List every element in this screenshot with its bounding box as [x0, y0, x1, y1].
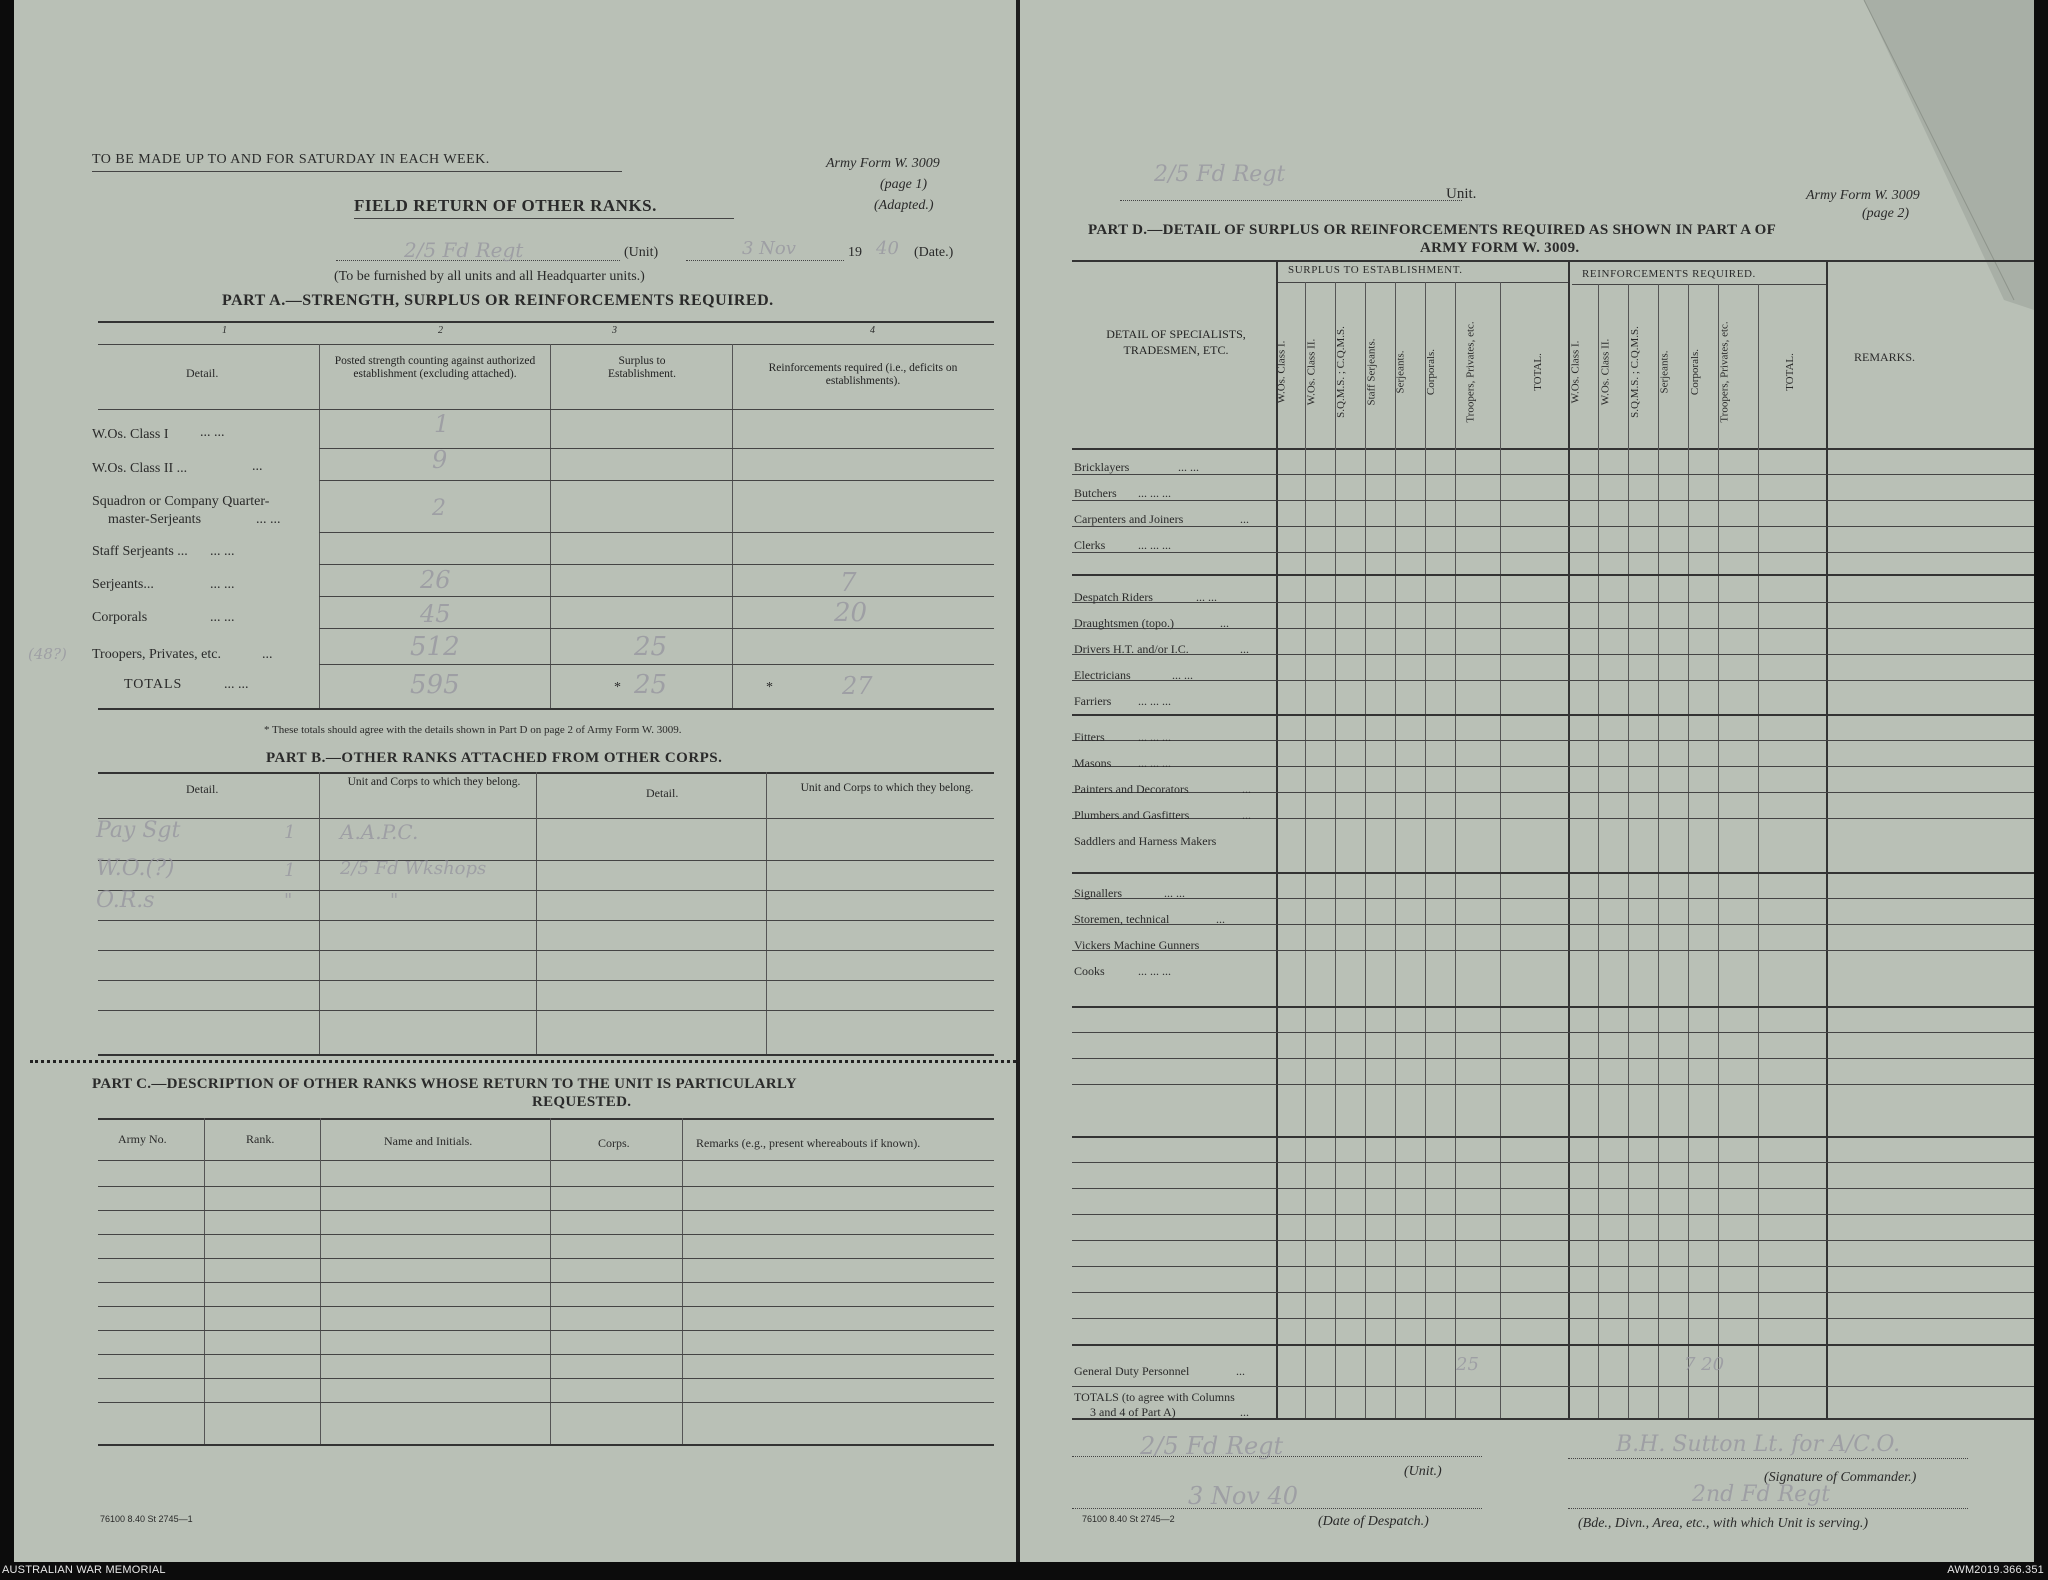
- grid-group-rule: [1072, 714, 2034, 716]
- surplus-troopers: 25: [634, 632, 668, 662]
- adapted-label: (Adapted.): [874, 198, 934, 213]
- trade-dots: ...: [1242, 808, 1251, 822]
- part-c-row-line: [98, 1234, 994, 1235]
- part-a-row-line: [319, 532, 994, 533]
- col-header-text: TOTAL.: [1784, 353, 1796, 391]
- row-dots: ...: [262, 647, 273, 662]
- despatch-hand: 3 Nov 40: [1188, 1482, 1299, 1510]
- part-a-header-detail: Detail.: [186, 366, 219, 380]
- date-label: (Date.): [914, 245, 954, 260]
- trade-plumbers: Plumbers and Gasfitters: [1074, 808, 1190, 822]
- row-wos-class-2: [92, 459, 263, 477]
- posted-corporals: 45: [420, 600, 451, 628]
- part-c-header-name: Name and Initials.: [384, 1134, 473, 1148]
- part-b-hand-detail: W.O.(?): [96, 856, 175, 881]
- part-b-hand-qty: ": [284, 890, 293, 911]
- part-c-title2: REQUESTED.: [532, 1094, 632, 1110]
- grid-row-line: [1072, 654, 2034, 655]
- trade-dots: ... ... ...: [1138, 964, 1171, 978]
- part-a-row-line: [319, 480, 994, 481]
- row-dots: ... ...: [200, 425, 225, 440]
- despatch-label: (Date of Despatch.): [1318, 1514, 1429, 1529]
- row-sqms-label: Squadron or Company Quarter-: [92, 494, 270, 509]
- part-c-row-line: [98, 1378, 994, 1379]
- col-num-1: 1: [222, 325, 227, 336]
- col-num-4: 4: [870, 325, 875, 336]
- grid-row-line: [1072, 1084, 2034, 1085]
- part-c-row-line: [98, 1210, 994, 1211]
- part-a-row-line: [319, 628, 994, 629]
- grid-group-rule: [1072, 1344, 2034, 1346]
- part-b-hand-qty: 1: [284, 822, 296, 843]
- trade-clerks: Clerks: [1074, 538, 1106, 552]
- part-b-hand-detail: Pay Sgt: [96, 818, 181, 843]
- part-b-hand-unit: 2/5 Fd Wkshops: [340, 858, 487, 879]
- total-reinf-star: *: [766, 680, 773, 695]
- print-code: 76100 8.40 St 2745—2: [1082, 1514, 1175, 1524]
- surplus-col-header: [1530, 302, 1546, 442]
- trade-dots: ... ... ...: [1138, 730, 1171, 744]
- sig-unit-label: (Unit.): [1404, 1464, 1442, 1479]
- grid-row-line: [1072, 1292, 2034, 1293]
- detail-header-line1: DETAIL OF SPECIALISTS,: [1106, 327, 1246, 341]
- reinf-col-header: [1657, 302, 1673, 442]
- form-page-1: [14, 0, 1016, 1562]
- part-b-col-line: [319, 772, 320, 1054]
- reinf-col-header: [1627, 302, 1643, 442]
- sig-commander-line: [1568, 1458, 1968, 1459]
- part-a-row-line: [319, 664, 994, 665]
- trade-carpenters: Carpenters and Joiners: [1074, 512, 1184, 526]
- grid-bottom-rule: [1072, 1418, 2034, 1420]
- part-a-row-line: [319, 596, 994, 597]
- trade-dots: ... ... ...: [1138, 538, 1171, 552]
- row-troopers: Troopers, Privates, etc.: [92, 647, 221, 662]
- trade-draughtsmen: Draughtsmen (topo.): [1074, 616, 1174, 630]
- detail-header-line2: TRADESMEN, ETC.: [1123, 343, 1229, 357]
- part-c-title: PART C.—DESCRIPTION OF OTHER RANKS WHOSE RETURN TO THE UNIT IS PARTICULARLY: [92, 1076, 797, 1092]
- form-page-2: [1020, 0, 2034, 1562]
- trade-dots: ...: [1236, 1364, 1245, 1378]
- part-c-row-line: [98, 1258, 994, 1259]
- row-staff-serjeants: Staff Serjeants ...: [92, 544, 188, 559]
- grid-row-line: [1072, 526, 2034, 527]
- part-a-row-line: [319, 448, 994, 449]
- col-header-text: Corporals.: [1425, 348, 1438, 396]
- part-b-row-line: [98, 860, 994, 861]
- grid-row-line: [1072, 792, 2034, 793]
- grid-row-line: [1072, 898, 2034, 899]
- part-c-top-rule: [98, 1118, 994, 1120]
- part-b-col-line: [536, 772, 537, 1054]
- surplus-group-rule: [1276, 282, 1568, 283]
- date-handwritten: 3 Nov: [742, 238, 796, 259]
- part-a-top-rule: [98, 321, 994, 323]
- credit-left: AUSTRALIAN WAR MEMORIAL: [2, 1564, 166, 1576]
- grid-row-line: [1072, 766, 2034, 767]
- trade-dots: ... ...: [1196, 590, 1217, 604]
- grid-row-line: [1072, 474, 2034, 475]
- part-a-header-posted: Posted strength counting against authorized establishment (excluding attached).: [334, 355, 536, 380]
- totals-label2: 3 and 4 of Part A): [1090, 1405, 1176, 1419]
- part-b-bottom-rule: [98, 1054, 994, 1056]
- posted-troopers: 512: [410, 632, 460, 662]
- col-header-text: Troopers, Privates, etc.: [1719, 321, 1731, 423]
- part-a-header-reinf: Reinforcements required (i.e., deficits on establishments).: [768, 362, 958, 387]
- row-dots: ... ...: [256, 512, 281, 527]
- despatch-line: [1072, 1508, 1482, 1509]
- grid-row-line: [1072, 1318, 2034, 1319]
- col-header-text: W.Os. Class II.: [1305, 338, 1318, 406]
- posted-serjeants: 26: [420, 566, 451, 594]
- trade-storemen: Storemen, technical: [1074, 912, 1170, 926]
- bde-line: [1568, 1508, 1968, 1509]
- row-wos-class-1: [92, 425, 225, 443]
- part-b-top-rule: [98, 772, 994, 774]
- instruction-underline: [92, 171, 622, 172]
- furnished-note: (To be furnished by all units and all Headquarter units.): [334, 269, 645, 284]
- trade-drivers: Drivers H.T. and/or I.C.: [1074, 642, 1189, 656]
- folded-corner: [1804, 0, 2034, 320]
- trade-dots: ... ... ...: [1138, 486, 1171, 500]
- reinf-group-header: REINFORCEMENTS REQUIRED.: [1582, 268, 1756, 280]
- reinf-serjeants: 7: [840, 568, 857, 598]
- trade-dots: ...: [1216, 912, 1225, 926]
- gd-reinf-hand: 7 20: [1684, 1354, 1725, 1375]
- reinf-col-header: [1597, 302, 1613, 442]
- col-header-text: Serjeants.: [1395, 350, 1408, 394]
- part-c-col-line: [550, 1118, 551, 1444]
- part-a-col-line: [319, 344, 320, 708]
- part-b-hand-qty: 1: [284, 860, 296, 881]
- part-b-hand-detail: O.R.s: [96, 888, 155, 913]
- part-b-row-line: [98, 980, 994, 981]
- grid-row-line: [1072, 950, 2034, 951]
- part-b-row-line: [98, 950, 994, 951]
- part-a-col-line: [732, 344, 733, 708]
- part-c-header-rank: Rank.: [246, 1132, 275, 1146]
- sig-commander-hand: B.H. Sutton Lt. for A/C.O.: [1616, 1432, 1901, 1457]
- part-b-hand-unit: ": [390, 890, 399, 911]
- part-b-row-line: [98, 920, 994, 921]
- reinf-corporals: 20: [834, 598, 868, 628]
- form-label: Army Form W. 3009: [1806, 188, 1920, 203]
- grid-group-rule: [1072, 872, 2034, 874]
- part-b-hand-unit: A.A.P.C.: [340, 820, 419, 844]
- col-num-2: 2: [438, 325, 443, 336]
- part-b-header-unit1: Unit and Corps to which they belong.: [347, 776, 521, 788]
- grid-row-line: [1072, 628, 2034, 629]
- unit-label: (Unit): [624, 245, 659, 260]
- grid-group-rule: [1072, 574, 2034, 576]
- row-dots: ...: [252, 459, 263, 474]
- trade-dots: ...: [1242, 782, 1251, 796]
- grid-row-line: [1072, 1032, 2034, 1033]
- margin-note: (48?): [28, 645, 67, 663]
- col-header-text: Serjeants.: [1659, 350, 1672, 394]
- col-header-text: W.Os. Class I.: [1569, 340, 1582, 404]
- print-code: 76100 8.40 St 2745—1: [100, 1514, 193, 1524]
- trade-dots: ...: [1240, 1405, 1249, 1419]
- top-instruction: TO BE MADE UP TO AND FOR SATURDAY IN EACH WEEK.: [92, 152, 490, 167]
- page-label: (page 1): [880, 177, 928, 192]
- surplus-col-header: [1463, 302, 1479, 442]
- part-b-header-detail1: Detail.: [186, 782, 219, 796]
- grid-group-rule: [1072, 1006, 2034, 1008]
- grid-row-line: [1072, 552, 2034, 553]
- trade-dots: ...: [1240, 512, 1249, 526]
- part-a-footnote: * These totals should agree with the details shown in Part D on page 2 of Army Form W. 3009.: [264, 724, 682, 736]
- year-prefix: 19: [848, 245, 862, 260]
- col-header-text: TOTAL.: [1532, 353, 1544, 391]
- col-num-3: 3: [612, 325, 617, 336]
- sig-commander-label: (Signature of Commander.): [1764, 1470, 1917, 1485]
- date-fill-line: [686, 260, 844, 261]
- part-a-title: PART A.—STRENGTH, SURPLUS OR REINFORCEMENTS REQUIRED.: [222, 292, 774, 309]
- part-a-number-rule: [98, 344, 994, 345]
- part-b-title: PART B.—OTHER RANKS ATTACHED FROM OTHER CORPS.: [266, 750, 723, 766]
- row-dots: ... ...: [224, 677, 249, 692]
- grid-group-rule: [1072, 1136, 2034, 1138]
- trade-masons: Masons: [1074, 756, 1112, 770]
- trade-despatch-riders: Despatch Riders: [1074, 590, 1153, 604]
- trade-dots: ... ... ...: [1138, 756, 1171, 770]
- part-d-title: PART D.—DETAIL OF SURPLUS OR REINFORCEMENTS REQUIRED AS SHOWN IN PART A OF: [1088, 222, 1777, 238]
- trade-fitters: Fitters: [1074, 730, 1105, 744]
- trade-farriers: Farriers: [1074, 694, 1112, 708]
- trade-dots: ... ...: [1178, 460, 1199, 474]
- col-header-text: Troopers, Privates, etc.: [1465, 321, 1477, 423]
- trade-cooks: Cooks: [1074, 964, 1105, 978]
- trade-saddlers: Saddlers and Harness Makers: [1074, 834, 1217, 848]
- grid-row-line: [1072, 1162, 2034, 1163]
- part-c-row-line: [98, 1186, 994, 1187]
- year-handwritten: 40: [876, 238, 899, 259]
- part-c-col-line: [682, 1118, 683, 1444]
- trade-butchers: Butchers: [1074, 486, 1117, 500]
- part-c-header-rule: [98, 1160, 994, 1161]
- reinf-col-header: [1782, 302, 1798, 442]
- part-a-header-rule: [98, 409, 994, 410]
- row-label: W.Os. Class II ...: [92, 461, 188, 476]
- trade-vickers: Vickers Machine Gunners: [1074, 938, 1200, 952]
- part-c-row-line: [98, 1282, 994, 1283]
- row-label: W.Os. Class I: [92, 427, 169, 442]
- form-title: FIELD RETURN OF OTHER RANKS.: [354, 196, 657, 215]
- trade-dots: ... ...: [1164, 886, 1185, 900]
- part-c-row-line: [98, 1402, 994, 1403]
- part-d-top-rule: [1072, 260, 2034, 262]
- part-b-header-rule: [98, 818, 994, 819]
- part-c-col-line: [320, 1118, 321, 1444]
- unit-label: Unit.: [1446, 186, 1477, 202]
- col-header-text: S.Q.M.S. ; C.Q.M.S.: [1629, 326, 1642, 418]
- grid-row-line: [1072, 1058, 2034, 1059]
- totals-label: TOTALS (to agree with Columns: [1074, 1390, 1235, 1404]
- part-a-bottom-rule: [98, 708, 994, 710]
- grid-row-line: [1072, 680, 2034, 681]
- title-underline: [354, 218, 734, 219]
- trade-dots: ...: [1240, 642, 1249, 656]
- col-header-text: Corporals.: [1689, 348, 1702, 396]
- general-duty-label: General Duty Personnel: [1074, 1364, 1190, 1378]
- grid-row-line: [1072, 1188, 2034, 1189]
- sig-unit-hand: 2/5 Fd Regt: [1140, 1432, 1284, 1460]
- unit-fill-line: [1120, 200, 1462, 201]
- part-c-row-line: [98, 1306, 994, 1307]
- part-c-bottom-rule: [98, 1444, 994, 1446]
- gd-surplus-hand: 25: [1456, 1354, 1479, 1375]
- unit-handwritten: 2/5 Fd Regt: [1154, 162, 1286, 187]
- row-dots: ... ...: [210, 544, 235, 559]
- bde-label: (Bde., Divn., Area, etc., with which Unit is serving.): [1578, 1516, 1869, 1531]
- part-b-row-line: [98, 890, 994, 891]
- total-posted: 595: [410, 670, 460, 700]
- reinf-col-header: [1717, 302, 1733, 442]
- part-c-header-army-no: Army No.: [118, 1132, 167, 1146]
- col-header-text: W.Os. Class II.: [1599, 338, 1612, 406]
- totals-label: TOTALS: [124, 677, 183, 692]
- part-b-col-line: [766, 772, 767, 1054]
- total-surplus: 25: [634, 670, 668, 700]
- row-corporals: Corporals: [92, 610, 148, 625]
- col-header-text: Staff Serjeants.: [1365, 338, 1378, 406]
- trade-electricians: Electricians: [1074, 668, 1131, 682]
- remarks-header: REMARKS.: [1854, 350, 1916, 364]
- posted-sqms: 2: [432, 496, 446, 521]
- reinf-col-header: [1687, 302, 1703, 442]
- trade-painters: Painters and Decorators: [1074, 782, 1189, 796]
- part-c-header-corps: Corps.: [598, 1136, 630, 1150]
- part-a-header-surplus: Surplus to Establishment.: [607, 355, 677, 380]
- row-dots: ... ...: [210, 577, 235, 592]
- part-b-row-line: [98, 1010, 994, 1011]
- grid-row-line: [1072, 1266, 2034, 1267]
- bde-hand: 2nd Fd Regt: [1692, 1482, 1831, 1507]
- part-a-row-line: [319, 564, 994, 565]
- part-c-row-line: [98, 1330, 994, 1331]
- grid-row-line: [1072, 1214, 2034, 1215]
- perforation-line: [30, 1060, 1016, 1063]
- posted-wos1: 1: [434, 410, 450, 438]
- part-a-col-line: [550, 344, 551, 708]
- col-header-text: W.Os. Class I.: [1275, 340, 1288, 404]
- part-c-row-line: [98, 1354, 994, 1355]
- grid-row-line: [1072, 740, 2034, 741]
- part-b-header-unit2: Unit and Corps to which they belong.: [800, 782, 974, 794]
- detail-header: [1076, 326, 1276, 358]
- form-label: Army Form W. 3009: [826, 156, 940, 171]
- row-serjeants: Serjeants...: [92, 577, 154, 592]
- trade-dots: ...: [1220, 616, 1229, 630]
- col-header-text: S.Q.M.S. ; C.Q.M.S.: [1335, 326, 1348, 418]
- trade-signallers: Signallers: [1074, 886, 1122, 900]
- total-reinf: 27: [842, 672, 873, 700]
- trade-bricklayers: Bricklayers: [1074, 460, 1130, 474]
- trade-dots: ... ...: [1172, 668, 1193, 682]
- row-sqms-label2: master-Serjeants: [108, 512, 202, 527]
- grid-row-line: [1072, 500, 2034, 501]
- part-d-title2: ARMY FORM W. 3009.: [1420, 240, 1580, 256]
- row-dots: ... ...: [210, 610, 235, 625]
- credit-right: AWM2019.366.351: [1947, 1564, 2044, 1576]
- part-b-header-detail2: Detail.: [646, 786, 679, 800]
- part-c-col-line: [204, 1118, 205, 1444]
- surplus-group-header: SURPLUS TO ESTABLISHMENT.: [1288, 264, 1463, 276]
- posted-wos2: 9: [432, 446, 448, 474]
- grid-row-line: [1072, 1386, 2034, 1387]
- total-surplus-star: *: [614, 680, 621, 695]
- grid-row-line: [1072, 1240, 2034, 1241]
- part-c-header-remarks: Remarks (e.g., present whereabouts if known).: [696, 1136, 921, 1150]
- reinf-group-rule: [1572, 284, 1826, 285]
- sig-unit-line: [1072, 1456, 1482, 1457]
- page-label: (page 2): [1862, 206, 1910, 221]
- grid-row-line: [1072, 818, 2034, 819]
- trade-dots: ... ... ...: [1138, 694, 1171, 708]
- unit-handwritten: 2/5 Fd Regt: [404, 238, 524, 262]
